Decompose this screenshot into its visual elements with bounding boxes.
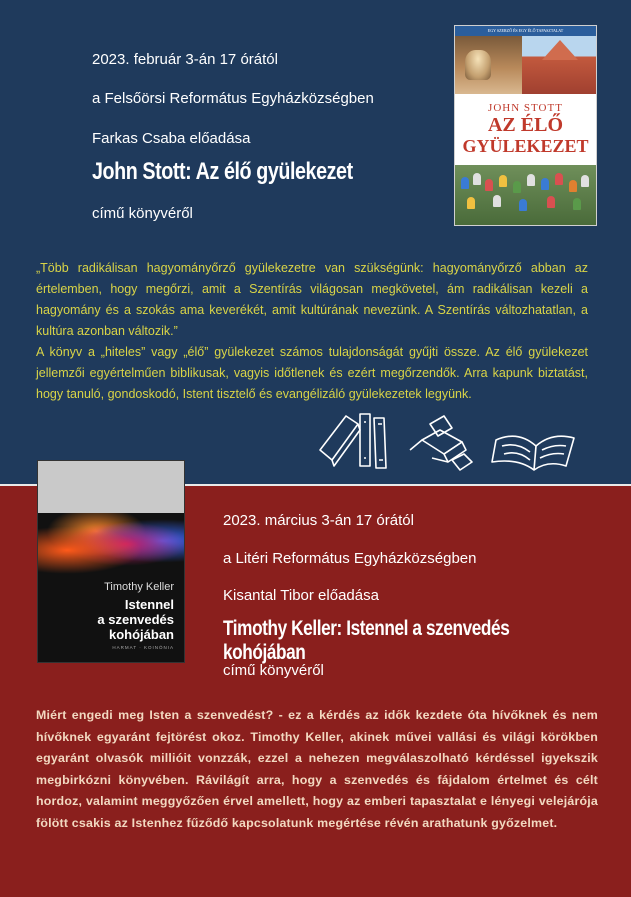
flame-image [38,513,184,575]
book-title-line2: GYÜLEKEZET [462,136,589,156]
book-title-line1: Istennel [124,597,174,612]
bottom-date: 2023. március 3-án 17 órától [223,512,414,529]
book-title [38,597,184,642]
book-cover-keller [38,461,184,662]
top-venue: a Felsőörsi Református Egyházközségben [92,90,374,107]
bottom-speaker: Kisantal Tibor előadása [223,587,379,604]
top-date: 2023. február 3-án 17 órától [92,51,278,68]
bottom-title: Timothy Keller: Istennel a szenvedés kohójában [223,617,510,664]
top-title: John Stott: Az élő gyülekezet [92,158,353,185]
bottom-venue: a Litéri Református Egyházközségben [223,550,477,567]
books-illustration [312,410,580,474]
bottom-description: Miért engedi meg Isten a szenvedést? - ez a kérdés az idők kezdete óta hívőknek és nem hívőknek egyaránt fejtörést okoz. Timothy Keller, akinek művei vallási és világi körökben egyaránt olvasók millióit vonzzák, ezzel a nehezen megválaszolható kérdéssel igyekszik megbirkózni könyvében. Rávilágít arra, hogy a szenvedés és fájdalom értelmet és célt hordoz, valamint meggyőzően érvel amellett, hogy az emberi tapasztalat e lényegi velejárója fölött csakis az Istenhez fűződő kapcsolatunk megértése révén arathatunk győzelmet. [36,708,598,830]
book-photos [455,36,596,94]
book-cover-stott [455,26,596,225]
book-author: Timothy Keller [104,581,174,593]
crowd-image [455,165,596,225]
book-title-line2: a szenvedés [97,612,174,627]
open-book-icon [492,436,574,470]
quote-paragraph: „Több radikálisan hagyományőrző gyülekezetre van szükségünk: hagyományőrző abban az értelemben, hogy megőrzi, amit a Szentírás világosan megkövetel, ám radikálisan kezeli a hagyomány és a szokás ama keverékét, amit kultúrának nevezünk. A Szentírás változhatatlan, a kultúra azonban változik.” [36,261,588,338]
book-banner: EGY SZERZŐ ÉS EGY ÉLŐ TAPASZTALAT [455,26,596,36]
chalice-image [455,36,522,94]
church-image [522,36,596,94]
book-top-band [38,461,184,513]
book-author: JOHN STOTT [488,102,563,114]
books-stack-icon [320,414,386,468]
book-publisher: HARMAT · KOINÓNIA [112,645,174,650]
book-title-line3: kohójában [108,627,174,642]
book-title-line1: AZ ÉLŐ [487,114,564,136]
falling-books-icon [410,416,472,470]
bottom-suffix: című könyvéről [223,662,324,679]
summary-paragraph: A könyv a „hiteles” vagy „élő” gyülekezet számos tulajdonságát gyűjti össze. Az élő gyülekezet jellemzői egyértelműen biblikusak, vagyis időtlenek és ezért megőrzendők. Arra kapunk biztatást, hogy tanuló, gondoskodó, Istent tisztelő és evangélizáló gyülekezetek legyünk. [36,345,588,401]
top-quote [36,258,588,405]
top-speaker: Farkas Csaba előadása [92,130,251,147]
top-suffix: című könyvéről [92,205,193,222]
